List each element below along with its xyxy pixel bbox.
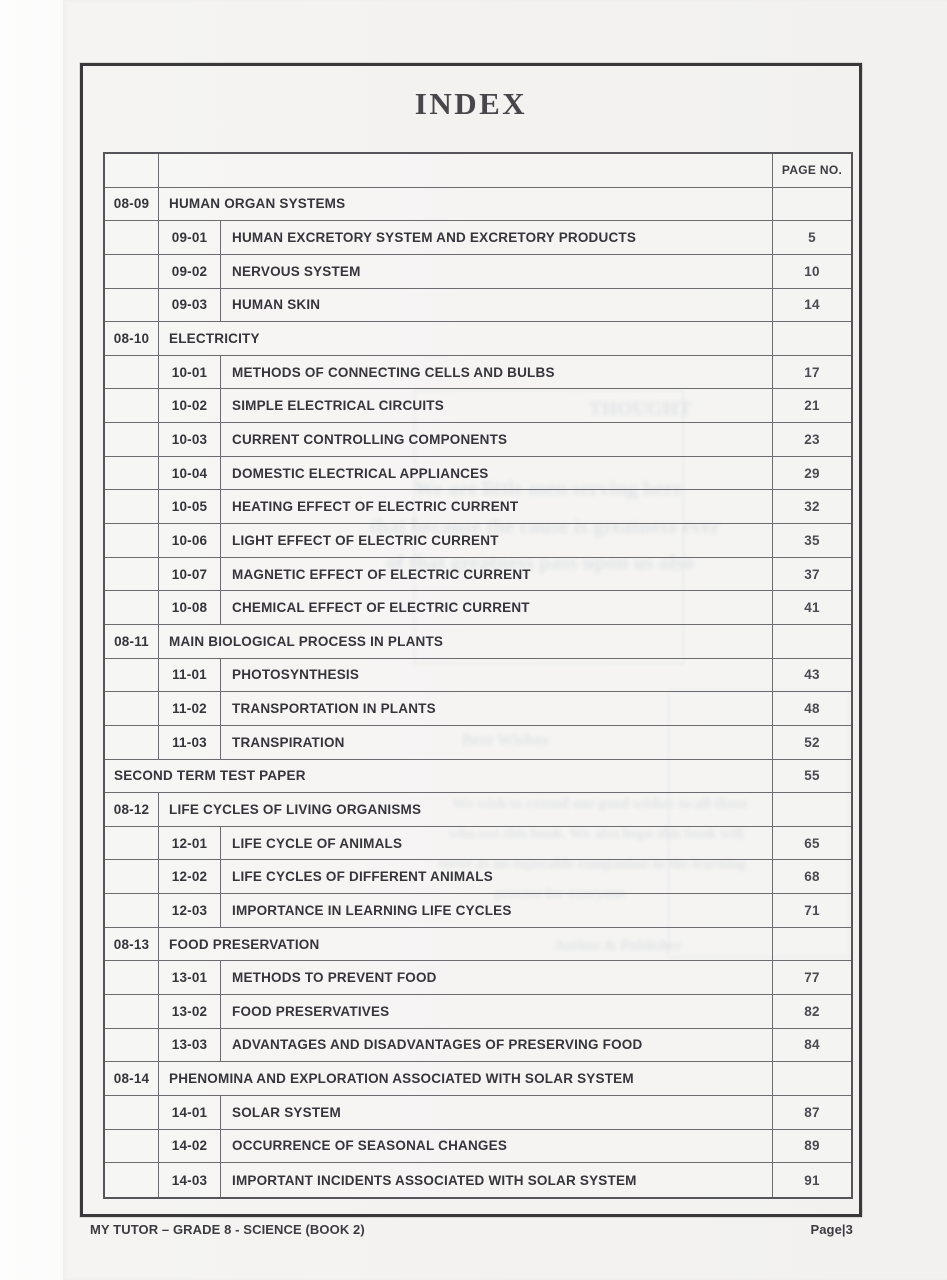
lesson-code: 10-05 <box>159 490 221 523</box>
lesson-code: 14-03 <box>159 1163 221 1197</box>
table-row <box>105 423 851 457</box>
lesson-code: 10-01 <box>159 356 221 389</box>
spacer-cell <box>105 457 159 490</box>
lesson-title: IMPORTANCE IN LEARNING LIFE CYCLES <box>221 894 773 927</box>
lesson-title: SIMPLE ELECTRICAL CIRCUITS <box>221 389 773 422</box>
page-cell: 89 <box>804 1138 820 1154</box>
unit-title: PHENOMINA AND EXPLORATION ASSOCIATED WITH SOLAR SYSTEM <box>159 1062 773 1095</box>
spacer-cell <box>105 490 159 523</box>
bleed-through-text: We wish to extend our good wishes to all those <box>452 796 748 812</box>
lesson-code: 12-03 <box>159 894 221 927</box>
lesson-title: PHOTOSYNTHESIS <box>221 659 773 692</box>
table-row <box>105 961 851 995</box>
spacer-cell <box>105 860 159 893</box>
table-row <box>105 793 851 827</box>
spacer-cell <box>105 356 159 389</box>
bleed-through-text: THOUGHT <box>588 398 692 420</box>
table-row <box>105 928 851 962</box>
page-cell <box>773 322 851 355</box>
table-row <box>105 356 851 390</box>
lesson-code: 09-01 <box>159 221 221 254</box>
page-cell: 10 <box>804 263 820 279</box>
page-cell: 37 <box>804 566 820 582</box>
table-row <box>105 995 851 1029</box>
page-cell: 91 <box>804 1172 820 1188</box>
table-row <box>105 289 851 323</box>
spacer-cell <box>105 289 159 322</box>
spacer-cell <box>105 995 159 1028</box>
spacer-cell <box>105 1130 159 1163</box>
spacer-cell <box>105 558 159 591</box>
lesson-code: 14-02 <box>159 1130 221 1163</box>
table-row <box>105 1029 851 1063</box>
page-cell: 55 <box>804 768 820 784</box>
table-row <box>105 221 851 255</box>
spacer-cell <box>105 1163 159 1197</box>
table-row <box>105 1062 851 1096</box>
header-title-cell <box>159 154 773 187</box>
spacer-cell <box>105 221 159 254</box>
fullspan-title: SECOND TERM TEST PAPER <box>105 760 773 793</box>
lesson-code: 13-01 <box>159 961 221 994</box>
lesson-code: 10-04 <box>159 457 221 490</box>
lesson-code: 10-02 <box>159 389 221 422</box>
lesson-code: 11-01 <box>159 659 221 692</box>
page-cell: 84 <box>804 1037 820 1053</box>
spacer-cell <box>105 1029 159 1062</box>
lesson-title: SOLAR SYSTEM <box>221 1096 773 1129</box>
lesson-title: TRANSPIRATION <box>221 726 773 759</box>
bleed-through-text: of that greatness pass upon us also <box>386 550 694 574</box>
bleed-through-text: Author & Publisher <box>553 938 683 954</box>
lesson-title: LIFE CYCLES OF DIFFERENT ANIMALS <box>221 860 773 893</box>
lesson-code: 11-03 <box>159 726 221 759</box>
unit-code: 08-09 <box>105 188 159 221</box>
table-header-row <box>105 154 851 188</box>
page-cell: 5 <box>808 230 816 246</box>
lesson-title: METHODS TO PREVENT FOOD <box>221 961 773 994</box>
page-cell: 29 <box>804 465 820 481</box>
page-cell: 52 <box>804 734 820 750</box>
page-cell: 43 <box>804 667 820 683</box>
unit-code: 08-14 <box>105 1062 159 1095</box>
table-row <box>105 255 851 289</box>
table-row <box>105 457 851 491</box>
lesson-title: FOOD PRESERVATIVES <box>221 995 773 1028</box>
lesson-code: 13-02 <box>159 995 221 1028</box>
spacer-cell <box>105 692 159 725</box>
table-row <box>105 692 851 726</box>
lesson-title: DOMESTIC ELECTRICAL APPLIANCES <box>221 457 773 490</box>
page-cell: 65 <box>804 835 820 851</box>
page-cell <box>773 928 851 961</box>
lesson-code: 12-01 <box>159 827 221 860</box>
page-cell: 82 <box>804 1003 820 1019</box>
lesson-title: CURRENT CONTROLLING COMPONENTS <box>221 423 773 456</box>
bleed-through-text: serve as an enjoyable companion in the learning <box>438 856 746 872</box>
unit-code: 08-12 <box>105 793 159 826</box>
footer-book-title: MY TUTOR – GRADE 8 - SCIENCE (BOOK 2) <box>90 1222 365 1237</box>
spacer-cell <box>105 1096 159 1129</box>
table-row <box>105 1163 851 1197</box>
page-cell: 71 <box>804 902 820 918</box>
spacer-cell <box>105 659 159 692</box>
page-cell <box>773 188 851 221</box>
table-row <box>105 188 851 222</box>
page-cell: 77 <box>804 970 820 986</box>
page-cell: 23 <box>804 431 820 447</box>
page-cell: 32 <box>804 499 820 515</box>
lesson-title: ADVANTAGES AND DISADVANTAGES OF PRESERVING FOOD <box>221 1029 773 1062</box>
spacer-cell <box>105 423 159 456</box>
lesson-title: METHODS OF CONNECTING CELLS AND BULBS <box>221 356 773 389</box>
table-row <box>105 322 851 356</box>
table-row <box>105 1096 851 1130</box>
lesson-code: 10-07 <box>159 558 221 591</box>
spacer-cell <box>105 894 159 927</box>
unit-title: LIFE CYCLES OF LIVING ORGANISMS <box>159 793 773 826</box>
page-cell <box>773 625 851 658</box>
page-cell <box>773 793 851 826</box>
table-row <box>105 760 851 794</box>
lesson-title: LIGHT EFFECT OF ELECTRIC CURRENT <box>221 524 773 557</box>
bleed-through-text: who use this book. We also hope this book will <box>448 826 744 842</box>
lesson-title: CHEMICAL EFFECT OF ELECTRIC CURRENT <box>221 591 773 624</box>
lesson-code: 09-03 <box>159 289 221 322</box>
page-cell: 87 <box>804 1104 820 1120</box>
spacer-cell <box>105 255 159 288</box>
page-no-header: PAGE NO. <box>781 163 843 178</box>
lesson-title: LIFE CYCLE OF ANIMALS <box>221 827 773 860</box>
page-cell: 41 <box>804 600 820 616</box>
spacer-cell <box>105 961 159 994</box>
table-row <box>105 726 851 760</box>
bleed-through-text: that because the cause is greatness ever <box>369 514 721 538</box>
table-row <box>105 558 851 592</box>
table-row <box>105 659 851 693</box>
lesson-code: 14-01 <box>159 1096 221 1129</box>
spacer-cell <box>105 389 159 422</box>
lesson-title: HEATING EFFECT OF ELECTRIC CURRENT <box>221 490 773 523</box>
index-table <box>103 152 853 1199</box>
table-row <box>105 860 851 894</box>
table-row <box>105 389 851 423</box>
spacer-cell <box>105 726 159 759</box>
unit-title: MAIN BIOLOGICAL PROCESS IN PLANTS <box>159 625 773 658</box>
lesson-title: HUMAN SKIN <box>221 289 773 322</box>
lesson-code: 10-03 <box>159 423 221 456</box>
bleed-through-text: We are little men serving here <box>413 476 683 500</box>
bleed-through-text: process for everyone <box>494 886 626 902</box>
lesson-title: OCCURRENCE OF SEASONAL CHANGES <box>221 1130 773 1163</box>
unit-title: ELECTRICITY <box>159 322 773 355</box>
page-title: INDEX <box>414 86 528 121</box>
page-cell: 35 <box>804 532 820 548</box>
table-row <box>105 591 851 625</box>
table-row <box>105 827 851 861</box>
page-cell: 68 <box>804 869 820 885</box>
lesson-title: NERVOUS SYSTEM <box>221 255 773 288</box>
lesson-code: 09-02 <box>159 255 221 288</box>
lesson-title: MAGNETIC EFFECT OF ELECTRIC CURRENT <box>221 558 773 591</box>
lesson-code: 10-06 <box>159 524 221 557</box>
lesson-title: HUMAN EXCRETORY SYSTEM AND EXCRETORY PRODUCTS <box>221 221 773 254</box>
table-row <box>105 625 851 659</box>
page-cell: 48 <box>804 701 820 717</box>
page-cell: 21 <box>804 398 820 414</box>
page-cell: 17 <box>804 364 820 380</box>
unit-title: HUMAN ORGAN SYSTEMS <box>159 188 773 221</box>
spacer-cell <box>105 524 159 557</box>
page-cell <box>773 1062 851 1095</box>
bleed-through-text: Best Wishes <box>461 730 549 749</box>
unit-code: 08-11 <box>105 625 159 658</box>
unit-code: 08-10 <box>105 322 159 355</box>
lesson-code: 11-02 <box>159 692 221 725</box>
table-row <box>105 1130 851 1164</box>
lesson-code: 12-02 <box>159 860 221 893</box>
header-code-cell <box>105 154 159 187</box>
table-row <box>105 490 851 524</box>
table-row <box>105 894 851 928</box>
unit-title: FOOD PRESERVATION <box>159 928 773 961</box>
unit-code: 08-13 <box>105 928 159 961</box>
spacer-cell <box>105 591 159 624</box>
table-row <box>105 524 851 558</box>
footer-page-number: Page|3 <box>810 1222 853 1237</box>
lesson-title: IMPORTANT INCIDENTS ASSOCIATED WITH SOLAR SYSTEM <box>221 1163 773 1197</box>
lesson-code: 10-08 <box>159 591 221 624</box>
lesson-title: TRANSPORTATION IN PLANTS <box>221 692 773 725</box>
lesson-code: 13-03 <box>159 1029 221 1062</box>
spacer-cell <box>105 827 159 860</box>
page-cell: 14 <box>804 297 820 313</box>
